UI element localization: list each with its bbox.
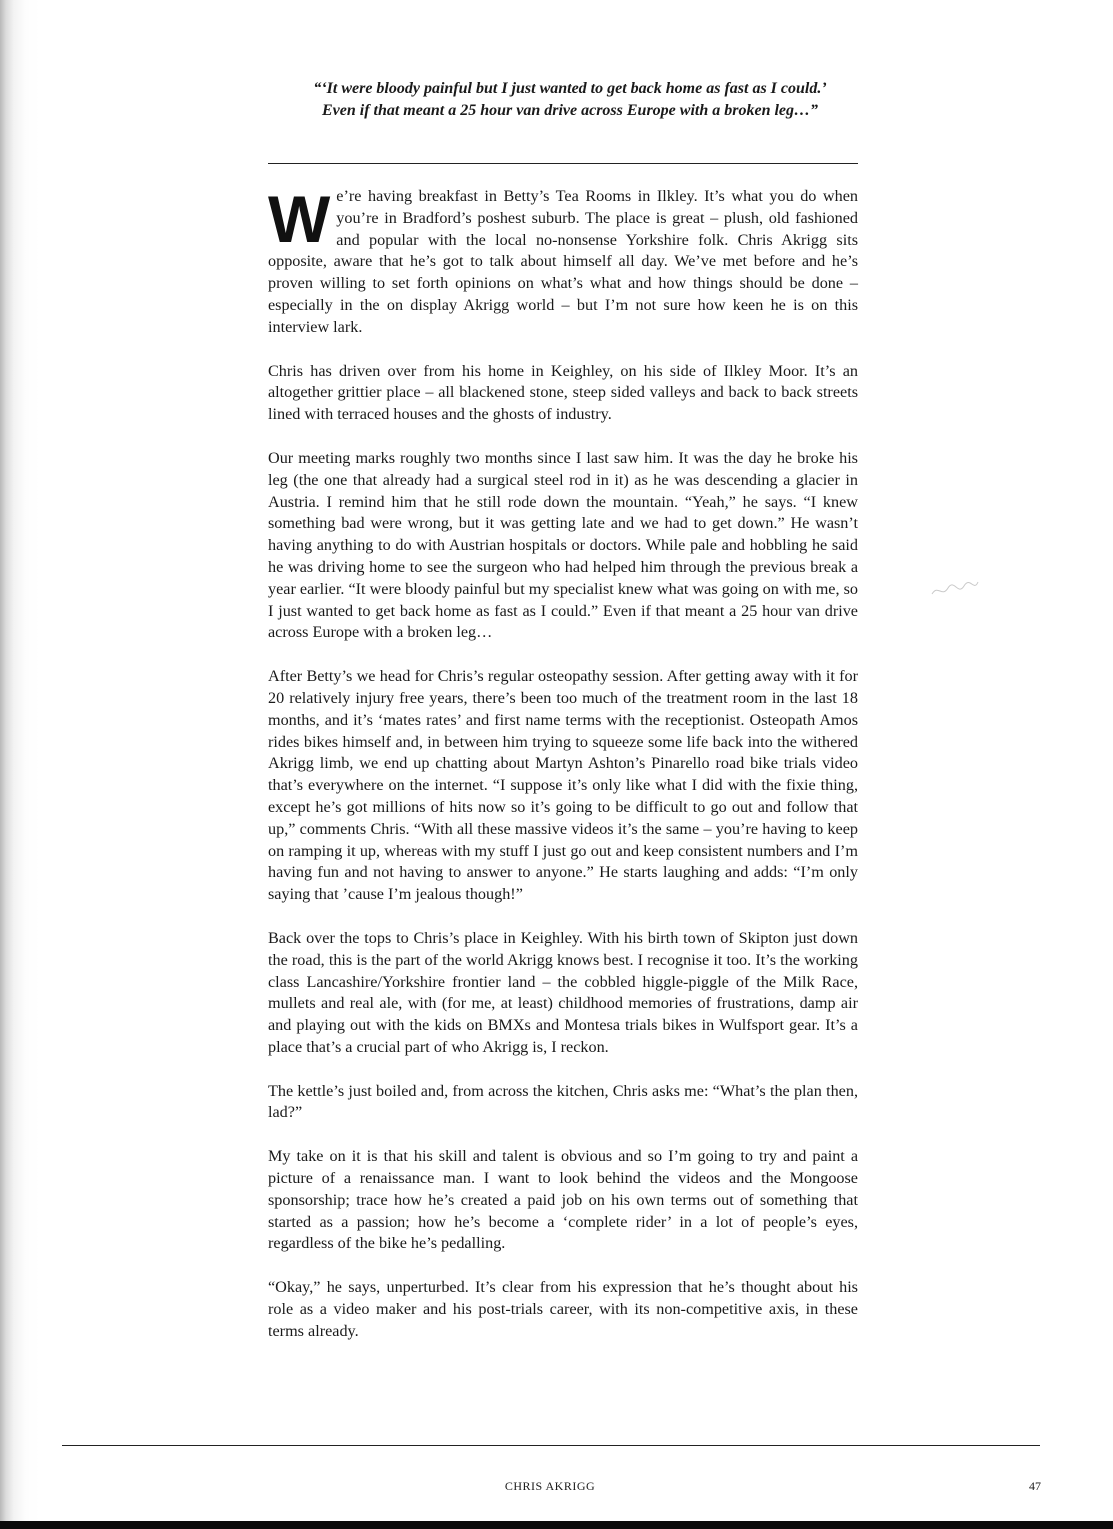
pull-quote	[230, 78, 910, 122]
article-paragraph-1-text: e’re having breakfast in Betty’s Tea Rooms in Ilkley. It’s what you do when you’re in Bradford’s poshest suburb. The place is great – plush, old fashioned and popular with the local no-nonsense Yorkshire folk. Chris Akrigg sits opposite, aware that he’s got to talk about himself all day. We’ve met before and he’s proven willing to set forth opinions on what’s what and how things should be done – especially in the on display Akrigg world – but I’m not sure how keen he is on this interview lark.	[268, 187, 858, 336]
article-paragraph-6: The kettle’s just boiled and, from across the kitchen, Chris asks me: “What’s the plan then, lad?”	[268, 1081, 858, 1122]
top-divider	[268, 163, 858, 164]
article-paragraph-4: After Betty’s we head for Chris’s regular osteopathy session. After getting away with it for 20 relatively injury free years, there’s been too much of the treatment room in the last 18 months, and it’s ‘mates rates’ and first name terms with the receptionist. Osteopath Amos rides bikes himself and, in between him trying to squeeze some life back into the withered Akrigg limb, we end up chatting about Martyn Ashton’s Pinarello road bike trials video that’s everywhere on the internet. “I suppose it’s only like what I did with the fixie thing, except he’s got millions of hits now so it’s going to be difficult to go out and follow that up,” comments Chris. “With all these massive videos it’s the same – you’re having to keep on ramping it up, whereas with my stuff I just go out and keep consistent numbers and I’m having fun and not having to answer to anyone.” He starts laughing and adds: “I’m only saying that ’cause I’m jealous though!”	[268, 667, 858, 904]
scan-edge-strip	[0, 1521, 1113, 1529]
page-number: 47	[1029, 1479, 1041, 1493]
article-paragraph-7: My take on it is that his skill and talent is obvious and so I’m going to try and paint a picture of a renaissance man. I want to look behind the videos and the Mongoose sponsorship; trace how he’s created a paid job on his own terms out of something that started as a passion; how he’s become a ‘complete rider’ in a lot of people’s eyes, regardless of the bike he’s pedalling.	[268, 1147, 858, 1253]
pull-quote-line-2: Even if that meant a 25 hour van drive across Europe with a broken leg…”	[321, 102, 819, 119]
running-title: CHRIS AKRIGG	[504, 1479, 596, 1493]
article-paragraph-5: Back over the tops to Chris’s place in Keighley. With his birth town of Skipton just down the road, this is the part of the world Akrigg knows best. I recognise it too. It’s the working class Lancashire/Yorkshire frontier land – the cobbled higgle-piggle of the Milk Race, mullets and real ale, with (for me, at least) childhood memories of frustrations, damp air and playing out with the kids on BMXs and Montesa trials bikes in Wulfsport gear. It’s a place that’s a crucial part of who Akrigg is, I reckon.	[268, 928, 858, 1056]
drop-cap: W	[268, 182, 331, 256]
article-paragraph-1	[268, 182, 858, 339]
article-paragraph-8: “Okay,” he says, unperturbed. It’s clear from his expression that he’s thought about his role as a video maker and his post-trials career, with its non-competitive axis, in these terms already.	[268, 1278, 858, 1340]
article-paragraph-3: Our meeting marks roughly two months since I last saw him. It was the day he broke his leg (the one that already had a surgical steel rod in it) as he was descending a glacier in Austria. I remind him that he still rode down the mountain. “Yeah,” he says. “I knew something bad were wrong, but it was getting late and we had to get down.” He wasn’t having anything to do with Austrian hospitals or doctors. While pale and hobbling he said he was driving home to see the surgeon who had helped him through the previous break a year earlier. “It were bloody painful but my specialist knew what was going on with me, so I just wanted to get back home as fast as I could.” Even if that meant a 25 hour van drive across Europe with a broken leg…	[268, 448, 858, 642]
pencil-scribble-mark	[930, 578, 980, 600]
article-paragraph-2: Chris has driven over from his home in Keighley, on his side of Ilkley Moor. It’s an altogether grittier place – all blackened stone, steep sided valleys and back to back streets lined with terraced houses and the ghosts of industry.	[268, 361, 858, 424]
pull-quote-line-1: “‘It were bloody painful but I just wanted to get back home as fast as I could.’	[313, 80, 827, 97]
footer-divider	[62, 1445, 1040, 1446]
article-body	[268, 182, 858, 1365]
